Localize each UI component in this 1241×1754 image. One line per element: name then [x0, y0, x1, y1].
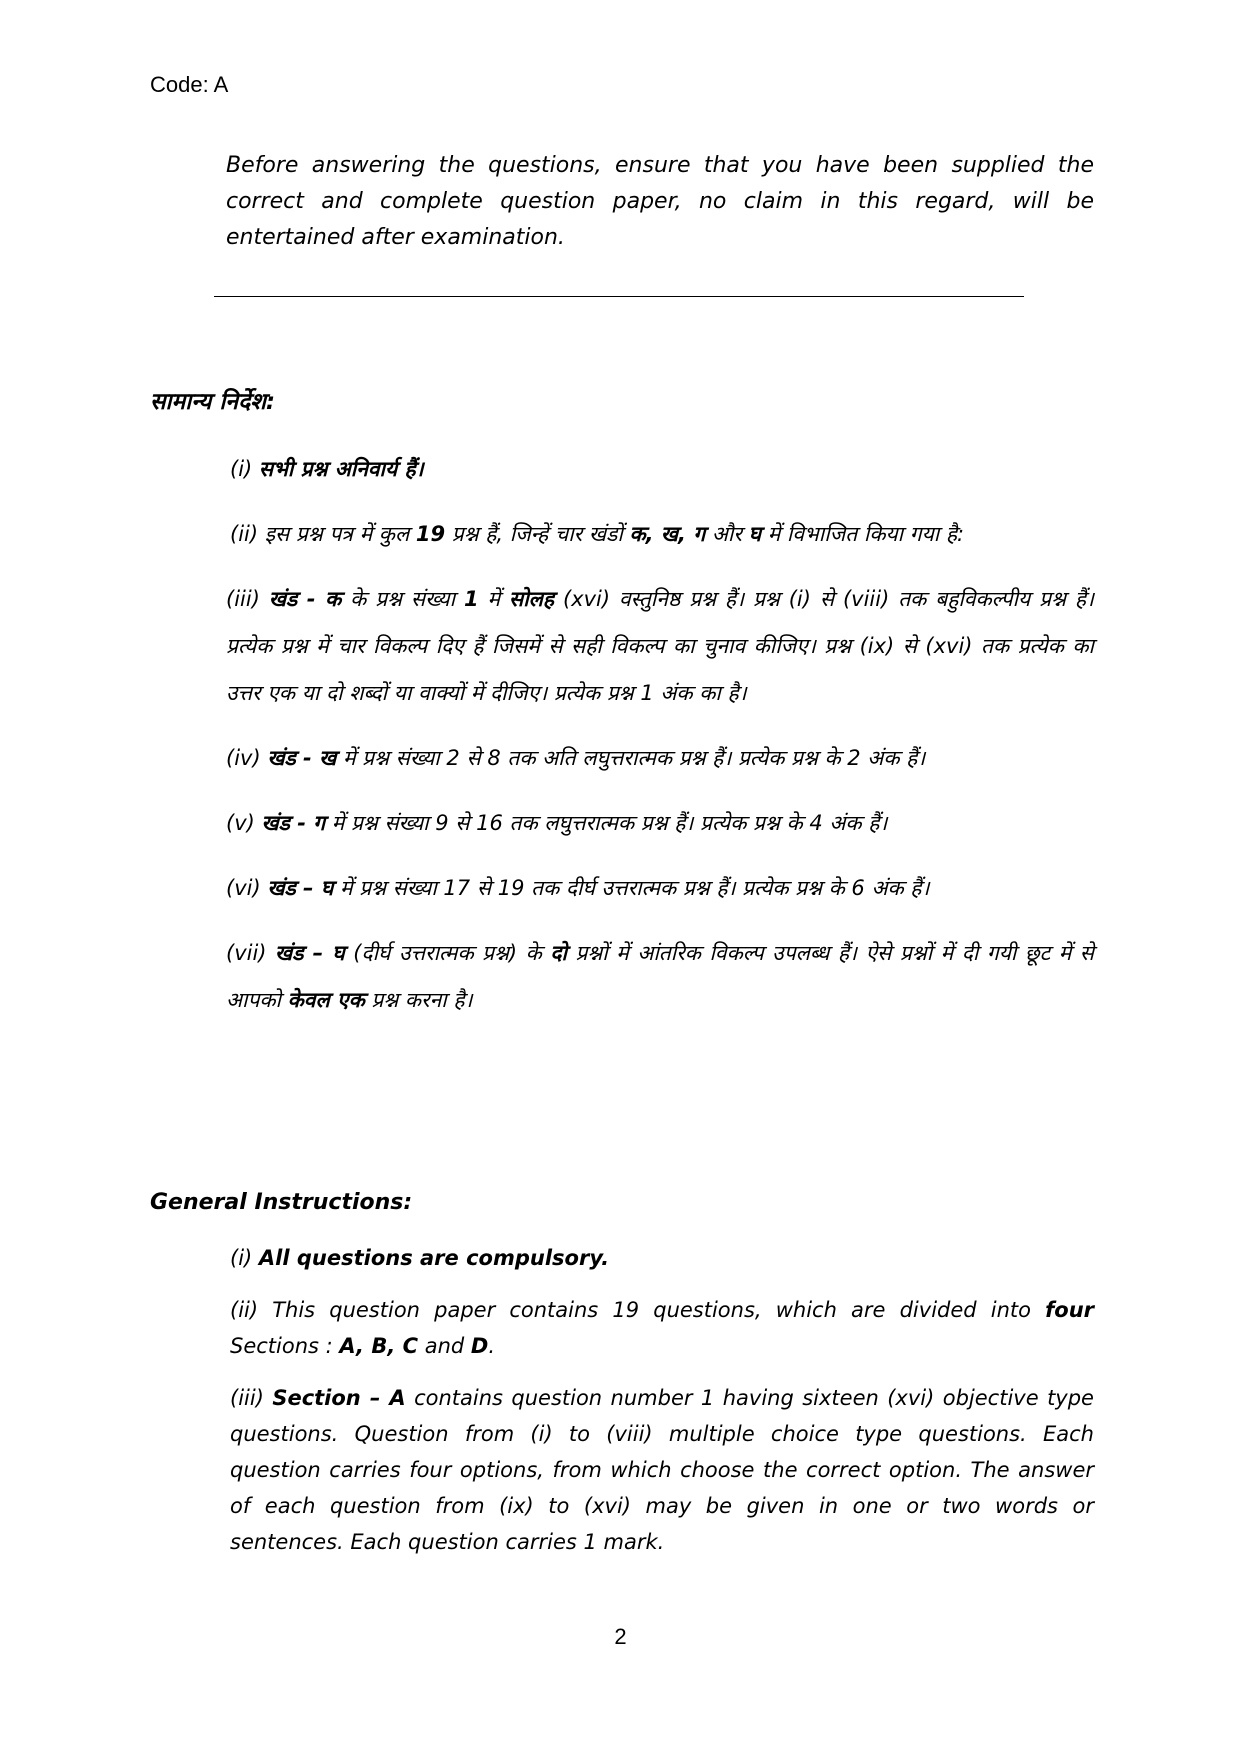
- hindi-instruction-item: (ii) इस प्रश्न पत्र में कुल 19 प्रश्न हैं, जिन्हें चार खंडों क, ख, ग और घ में विभाजित किया गया है:: [230, 522, 965, 546]
- notice-paragraph: Before answering the questions, ensure that you have been supplied the correct and complete question paper, no claim in this regard, will be entertained after examination.: [226, 153, 1094, 250]
- general-instructions-list: [226, 1240, 1094, 1576]
- general-instruction-item: (ii) This question paper contains 19 questions, which are divided into four Sections : A, B, C and D.: [230, 1298, 1094, 1358]
- hindi-instruction-item: (iv) खंड - ख में प्रश्न संख्या 2 से 8 तक अति लघुत्तरात्मक प्रश्न हैं। प्रत्येक प्रश्न के 2 अंक हैं।: [226, 746, 926, 770]
- page-number: 2: [614, 1624, 627, 1649]
- general-instructions-heading: General Instructions:: [150, 1190, 413, 1215]
- general-instruction-item: (iii) Section – A contains question number 1 having sixteen (xvi) objective type questions. Question from (i) to (viii) multiple choice type questions. Each question carries four options, from which choose the correct option. The answer of each question from (ix) to (xvi) may be given in one or two words or sentences. Each question carries 1 mark.: [230, 1386, 1094, 1554]
- hindi-instructions-list: [226, 446, 1094, 1042]
- hindi-instruction-item: (vi) खंड – घ में प्रश्न संख्या 17 से 19 तक दीर्घ उत्तरात्मक प्रश्न हैं। प्रत्येक प्रश्न के 6 अंक हैं।: [226, 876, 930, 900]
- hindi-instructions-heading: सामान्य निर्देश:: [150, 389, 276, 415]
- hindi-instruction-item: (v) खंड - ग में प्रश्न संख्या 9 से 16 तक लघुत्तरात्मक प्रश्न हैं। प्रत्येक प्रश्न के 4 अंक हैं।: [226, 811, 888, 835]
- divider-line: [214, 296, 1024, 297]
- hindi-instruction-item: (i) सभी प्रश्न अनिवार्य हैं।: [230, 457, 424, 481]
- hindi-instruction-item: (vii) खंड – घ (दीर्घ उत्तरात्मक प्रश्न) के दो प्रश्नों में आंतरिक विकल्प उपलब्ध हैं। ऐसे प्रश्नों में दी गयी छूट में से आपको केवल एक प्रश्न करना है।: [226, 941, 1094, 1012]
- general-instruction-item: (i) All questions are compulsory.: [230, 1246, 610, 1270]
- hindi-instruction-item: (iii) खंड - क के प्रश्न संख्या 1 में सोलह (xvi) वस्तुनिष्ठ प्रश्न हैं। प्रश्न (i) से (viii) तक बहुविकल्पीय प्रश्न हैं। प्रत्येक प्रश्न में चार विकल्प दिए हैं जिसमें से सही विकल्प का चुनाव कीजिए। प्रश्न (ix) से (xvi) तक प्रत्येक का उत्तर एक या दो शब्दों या वाक्यों में दीजिए। प्रत्येक प्रश्न 1 अंक का है।: [226, 587, 1094, 705]
- code-label: Code: A: [150, 72, 229, 97]
